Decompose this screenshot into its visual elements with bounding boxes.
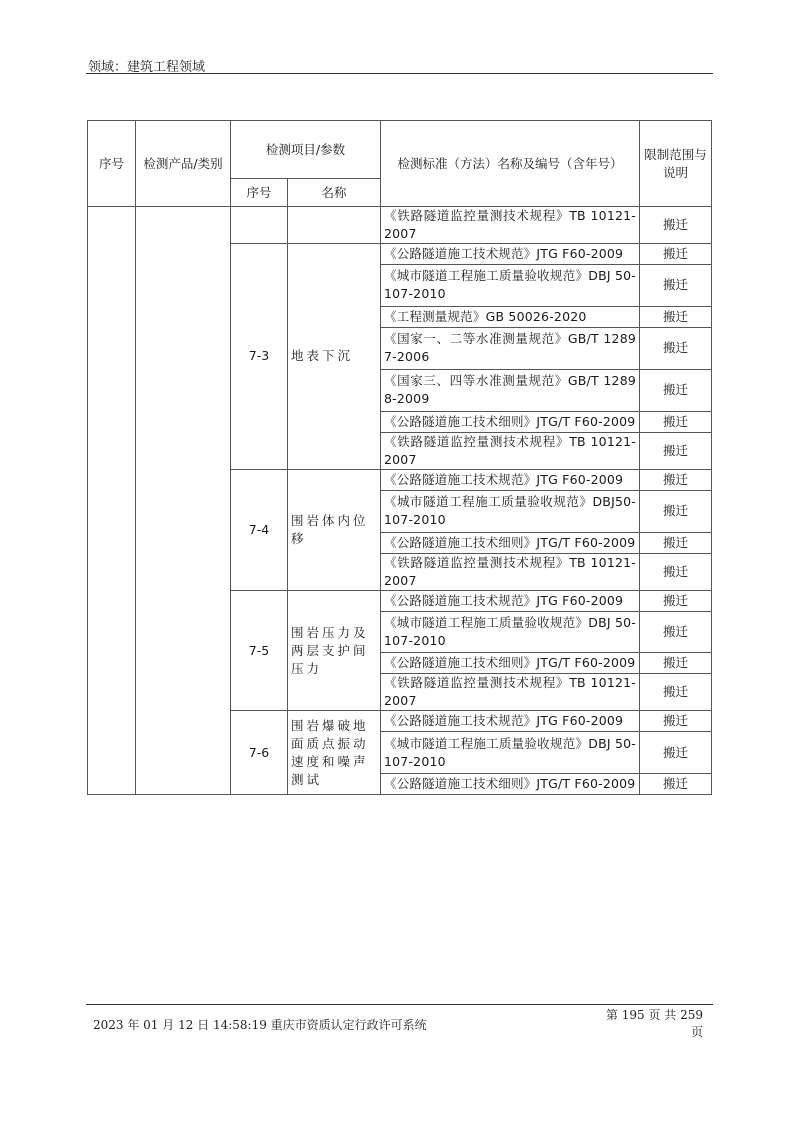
standard-cell: 《国家一、二等水准测量规范》GB/T 12897-2006 — [381, 327, 640, 369]
item-seq-cell: 7-3 — [231, 244, 288, 470]
limit-cell: 搬迁 — [640, 611, 712, 653]
standard-cell: 《城市隧道工程施工质量验收规范》DBJ 50-107-2010 — [381, 265, 640, 307]
col-header-item-name: 名称 — [288, 179, 381, 207]
limit-cell: 搬迁 — [640, 732, 712, 774]
col-header-limit: 限制范围与说明 — [640, 121, 712, 207]
limit-cell: 搬迁 — [640, 327, 712, 369]
standard-cell: 《公路隧道施工技术细则》JTG/T F60-2009 — [381, 532, 640, 553]
standard-cell: 《铁路隧道监控量测技术规程》TB 10121-2007 — [381, 674, 640, 711]
standard-cell: 《公路隧道施工技术细则》JTG/T F60-2009 — [381, 411, 640, 432]
standard-cell: 《铁路隧道监控量测技术规程》TB 10121-2007 — [381, 432, 640, 469]
item-seq-cell — [231, 207, 288, 244]
item-name-cell: 地表下沉 — [288, 244, 381, 470]
standard-cell: 《城市隧道工程施工质量验收规范》DBJ 50-107-2010 — [381, 732, 640, 774]
standard-cell: 《城市隧道工程施工质量验收规范》DBJ 50-107-2010 — [381, 611, 640, 653]
limit-cell: 搬迁 — [640, 532, 712, 553]
limit-cell: 搬迁 — [640, 244, 712, 265]
limit-cell: 搬迁 — [640, 490, 712, 532]
col-header-category: 检测产品/类别 — [136, 121, 231, 207]
limit-cell: 搬迁 — [640, 469, 712, 490]
seq-cell — [88, 207, 136, 795]
footer-rule — [86, 1004, 713, 1005]
limit-cell: 搬迁 — [640, 653, 712, 674]
limit-cell: 搬迁 — [640, 369, 712, 411]
standard-cell: 《城市隧道工程施工质量验收规范》DBJ50-107-2010 — [381, 490, 640, 532]
standard-cell: 《公路隧道施工技术细则》JTG/T F60-2009 — [381, 653, 640, 674]
standard-cell: 《公路隧道施工技术规范》JTG F60-2009 — [381, 469, 640, 490]
standard-cell: 《公路隧道施工技术规范》JTG F60-2009 — [381, 244, 640, 265]
limit-cell: 搬迁 — [640, 674, 712, 711]
item-name-cell: 围岩压力及两层支护间压力 — [288, 590, 381, 711]
header-domain-text: 领域：建筑工程领域 — [88, 60, 206, 75]
item-seq-cell: 7-4 — [231, 469, 288, 590]
col-header-item-seq: 序号 — [231, 179, 288, 207]
item-name-cell — [288, 207, 381, 244]
limit-cell: 搬迁 — [640, 207, 712, 244]
standard-cell: 《工程测量规范》GB 50026-2020 — [381, 306, 640, 327]
table-header — [88, 121, 712, 207]
standard-cell: 《国家三、四等水准测量规范》GB/T 12898-2009 — [381, 369, 640, 411]
table-body — [88, 207, 712, 795]
limit-cell: 搬迁 — [640, 265, 712, 307]
item-name-cell: 围岩爆破地面质点振动速度和噪声测试 — [288, 711, 381, 795]
footer-page-info: 第 195 页 共 259 页 — [605, 1008, 703, 1039]
header-rule — [86, 73, 713, 74]
col-header-standard: 检测标准（方法）名称及编号（含年号） — [381, 121, 640, 207]
limit-cell: 搬迁 — [640, 553, 712, 590]
limit-cell: 搬迁 — [640, 590, 712, 611]
standard-cell: 《公路隧道施工技术规范》JTG F60-2009 — [381, 711, 640, 732]
standard-cell: 《公路隧道施工技术细则》JTG/T F60-2009 — [381, 774, 640, 795]
col-header-seq: 序号 — [88, 121, 136, 207]
col-header-item-group: 检测项目/参数 — [231, 121, 381, 179]
limit-cell: 搬迁 — [640, 711, 712, 732]
footer-timestamp-system: 2023 年 01 月 12 日 14:58:19 重庆市资质认定行政许可系统 — [93, 1018, 427, 1032]
standard-cell: 《公路隧道施工技术规范》JTG F60-2009 — [381, 590, 640, 611]
standard-cell: 《铁路隧道监控量测技术规程》TB 10121-2007 — [381, 553, 640, 590]
qualification-table — [87, 120, 712, 795]
item-seq-cell: 7-6 — [231, 711, 288, 795]
table-row — [88, 207, 712, 244]
standard-cell: 《铁路隧道监控量测技术规程》TB 10121-2007 — [381, 207, 640, 244]
category-cell — [136, 207, 231, 795]
item-name-cell: 围岩体内位移 — [288, 469, 381, 590]
limit-cell: 搬迁 — [640, 411, 712, 432]
limit-cell: 搬迁 — [640, 306, 712, 327]
item-seq-cell: 7-5 — [231, 590, 288, 711]
limit-cell: 搬迁 — [640, 774, 712, 795]
limit-cell: 搬迁 — [640, 432, 712, 469]
